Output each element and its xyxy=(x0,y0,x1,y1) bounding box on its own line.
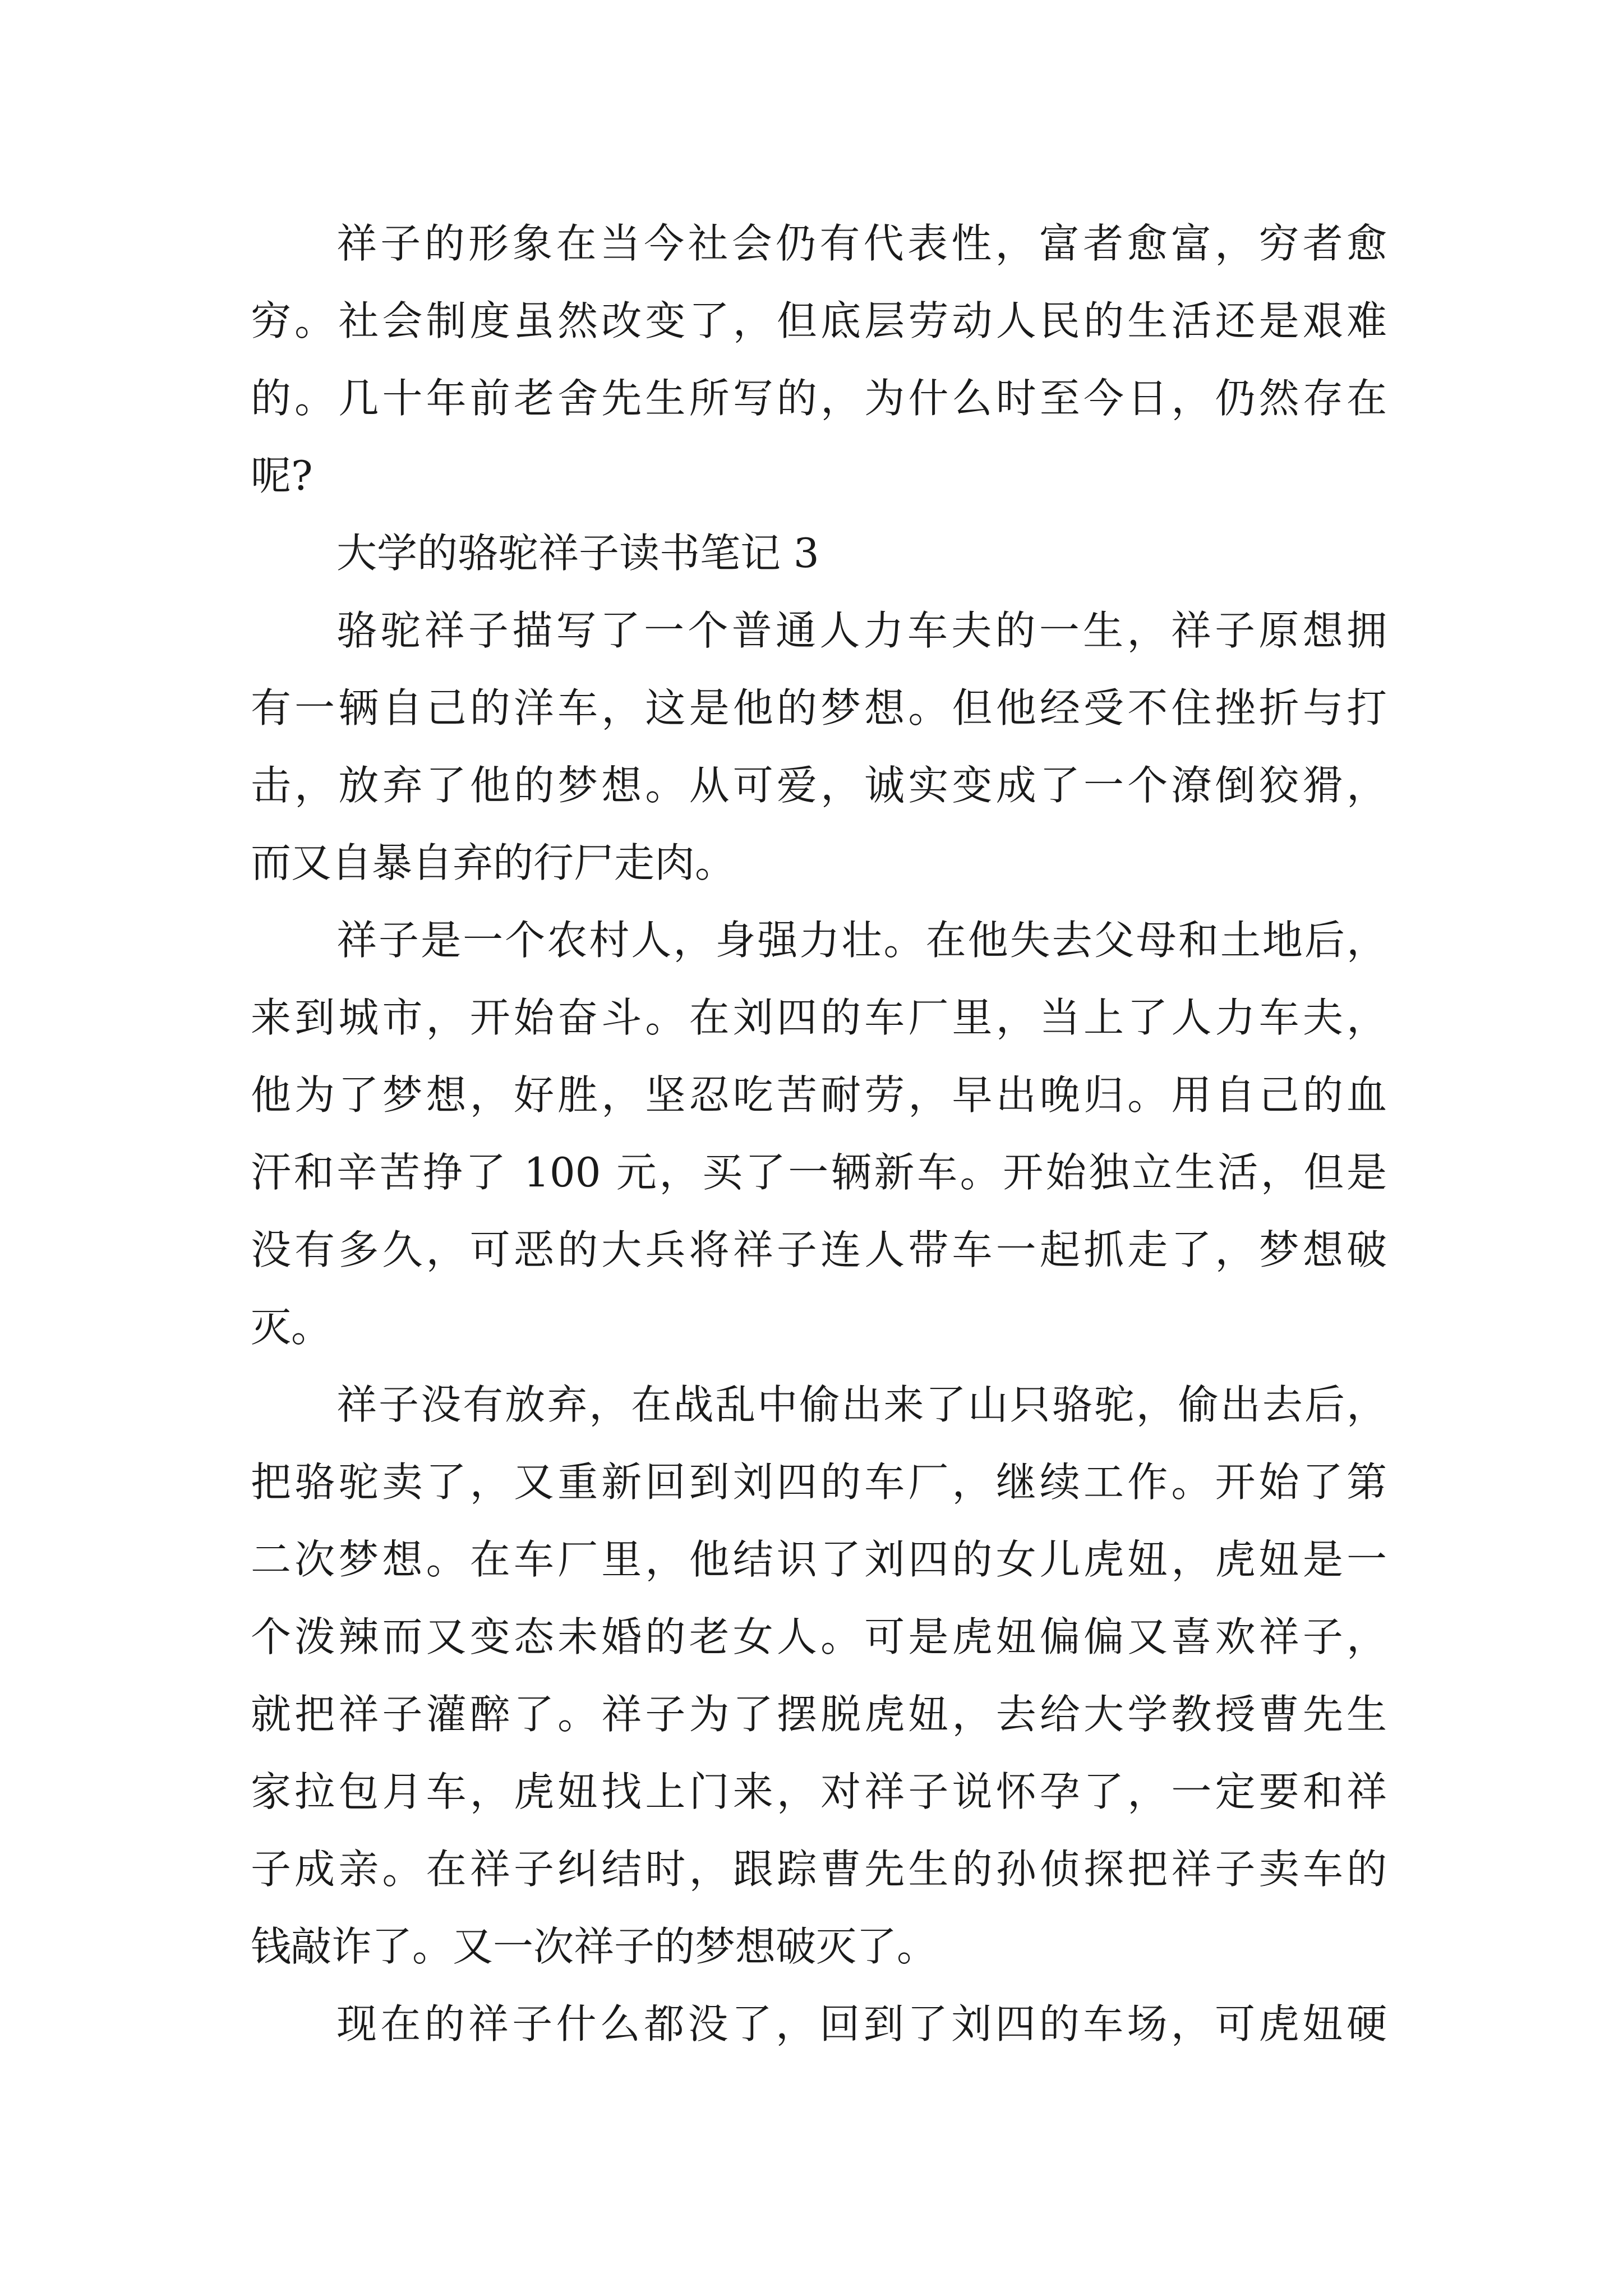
text-line: 他为了梦想，好胜，坚忍吃苦耐劳，早出晚归。用自己的血 xyxy=(251,1071,1387,1119)
text-line: 二次梦想。在车厂里，他结识了刘四的女儿虎妞，虎妞是一 xyxy=(251,1536,1387,1583)
text-line: 把骆驼卖了，又重新回到刘四的车厂，继续工作。开始了第 xyxy=(251,1458,1387,1506)
text-line: 穷。社会制度虽然改变了，但底层劳动人民的生活还是艰难 xyxy=(251,297,1387,344)
text-line: 而又自暴自弃的行尸走肉。 xyxy=(251,839,736,886)
text-line: 呢? xyxy=(251,452,313,499)
text-line: 有一辆自己的洋车，这是他的梦想。但他经受不住挫折与打 xyxy=(251,684,1387,731)
paragraph xyxy=(251,1985,1387,2063)
text-line: 祥子是一个农村人，身强力壮。在他失去父母和土地后， xyxy=(336,917,1387,964)
paragraph xyxy=(251,1366,1387,1985)
text-line: 个泼辣而又变态未婚的老女人。可是虎妞偏偏又喜欢祥子， xyxy=(251,1613,1387,1660)
text-line: 击，放弃了他的梦想。从可爱，诚实变成了一个潦倒狡猾， xyxy=(251,762,1387,809)
text-line: 家拉包月车，虎妞找上门来，对祥子说怀孕了，一定要和祥 xyxy=(251,1768,1387,1815)
paragraph xyxy=(251,592,1387,901)
paragraph xyxy=(251,901,1387,1366)
text-line: 的。几十年前老舍先生所写的，为什么时至今日，仍然存在 xyxy=(251,375,1387,422)
text-line: 汗和辛苦挣了 100 元，买了一辆新车。开始独立生活，但是 xyxy=(251,1149,1387,1196)
text-line: 现在的祥子什么都没了，回到了刘四的车场，可虎妞硬 xyxy=(336,2000,1387,2047)
text-line: 骆驼祥子描写了一个普通人力车夫的一生，祥子原想拥 xyxy=(336,607,1387,654)
text-line: 钱敲诈了。又一次祥子的梦想破灭了。 xyxy=(251,1923,938,1970)
text-line: 祥子的形象在当今社会仍有代表性，富者愈富，穷者愈 xyxy=(336,220,1387,267)
text-line: 没有多久，可恶的大兵将祥子连人带车一起抓走了，梦想破 xyxy=(251,1226,1387,1273)
section-heading xyxy=(251,514,1387,592)
document-page xyxy=(251,205,1387,2063)
heading-line: 大学的骆驼祥子读书笔记 3 xyxy=(336,530,819,577)
text-line: 灭。 xyxy=(251,1304,332,1351)
paragraph xyxy=(251,205,1387,514)
text-line: 就把祥子灌醉了。祥子为了摆脱虎妞，去给大学教授曹先生 xyxy=(251,1691,1387,1738)
text-line: 祥子没有放弃，在战乱中偷出来了山只骆驼，偷出去后， xyxy=(336,1381,1387,1428)
text-line: 来到城市，开始奋斗。在刘四的车厂里，当上了人力车夫， xyxy=(251,994,1387,1041)
text-line: 子成亲。在祥子纠结时，跟踪曹先生的孙侦探把祥子卖车的 xyxy=(251,1846,1387,1893)
